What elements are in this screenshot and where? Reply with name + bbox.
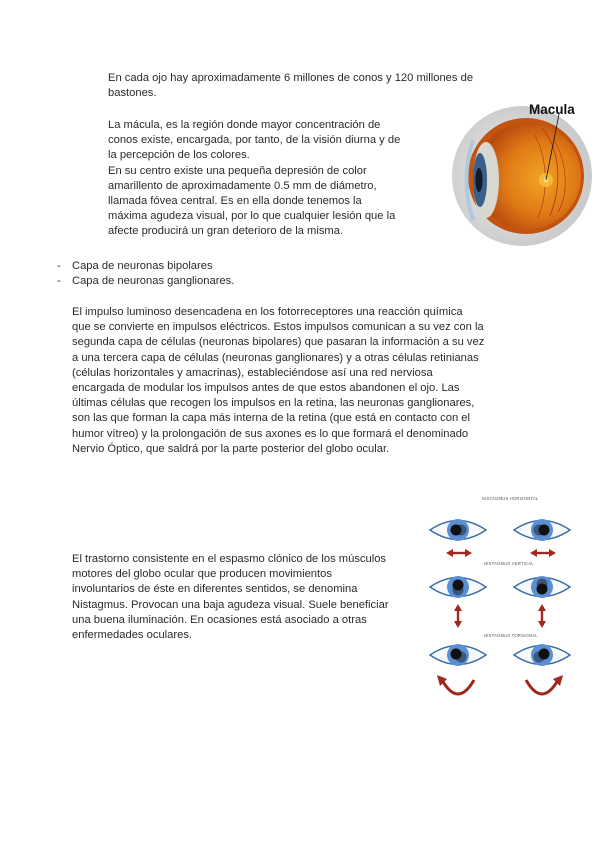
caption-vertical: NISTAGMUS VERTICAL (484, 561, 534, 566)
paragraph-nystagmus: El trastorno consistente en el espasmo clónico de los músculos motores del globo ocular que producen movimientos involuntarios de éste en diferentes sentidos, se denomina Nistagmus. Provocan una baja agudeza visual. Suele beneficiar una buena iluminación. En ocasiones está asociado a otras enfermedades oculares. (72, 553, 389, 642)
list-item: - Capa de neuronas ganglionares. (57, 275, 235, 288)
list-item: - Capa de neuronas bipolares (57, 260, 213, 272)
eye-icon (430, 519, 486, 541)
double-arrow-vertical-icon (454, 604, 546, 628)
macula-label: Macula (529, 102, 575, 117)
paragraph-cones-rods: En cada ojo hay aproximadamente 6 millones de conos y 120 millones de bastones. (108, 72, 474, 100)
caption-torsional: NISTAGMUS TORSIONAL (484, 633, 538, 638)
caption-horizontal: NISTAGMUS HORIZONTAL (482, 496, 539, 501)
macula-eye-illustration (446, 94, 592, 264)
retina-layers-list (57, 259, 477, 289)
paragraph-nerve-impulse: El impulso luminoso desencadena en los fotorreceptores una reacción química que se convierte en impulsos eléctricos. Estos impulsos comunican a su vez con la segunda capa de células (neuronas bipolares) que pasaran la información a su vez a una tercera capa de células (neuronas ganglionares) y a otras células retinianas (células horizontales y amacrinas), estableciéndose así una red nerviosa encargada de modular los impulsos antes de que estos abandonen el ojo. Las últimas células que recogen los impulsos en la retina, las neuronas ganglionares, son las que forman la capa más interna de la retina (que está en contacto con el humor vítreo) y la prolongación de sus axones es lo que formará el denominado Nervio Óptico, que saldrá por la parte posterior del globo ocular. (72, 306, 485, 455)
eye-icon (514, 519, 570, 541)
paragraph-macula: La mácula, es la región donde mayor concentración de conos existe, encargada, por tanto, de la visión diurna y de la percepción de los colores. En su centro existe una pequeña depresión de color amarillento de aproximadamente 0.5 mm de diámetro, llamada fóvea central. Es en ella donde tenemos la máxima agudeza visual, por lo que cualquier lesión que la afecte producirá un gran deterioro de la misma. (108, 119, 401, 238)
eye-icon (430, 576, 486, 598)
curved-arrow-icon (437, 675, 563, 694)
eye-icon (514, 644, 570, 666)
eye-icon (430, 644, 486, 666)
double-arrow-horizontal-icon (446, 549, 556, 557)
nystagmus-illustration (420, 494, 590, 706)
eye-icon (514, 576, 570, 598)
